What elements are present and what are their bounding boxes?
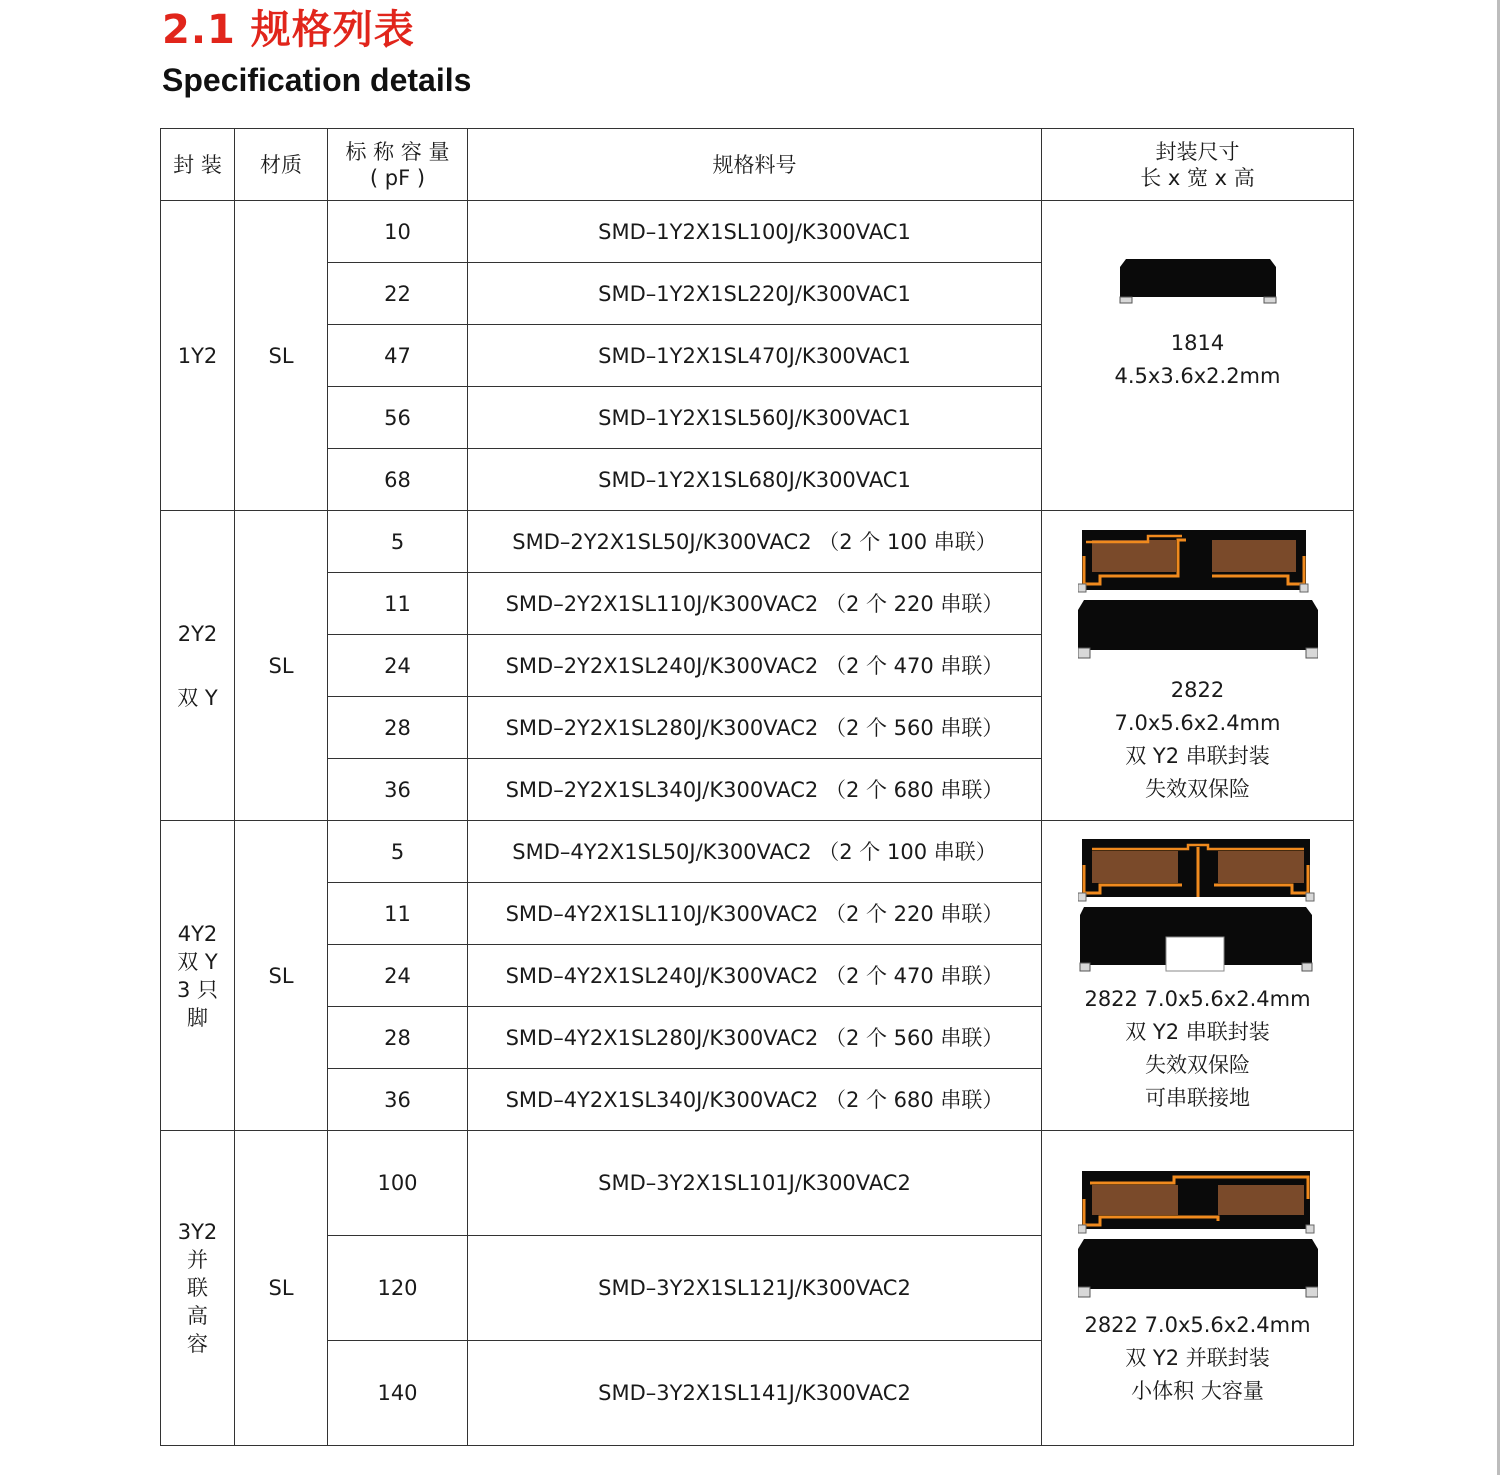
section-title: 2.1 规格列表	[162, 7, 415, 53]
part-number-cell: SMD–2Y2X1SL240J/K300VAC2 （2 个 470 串联）	[468, 635, 1042, 697]
table-row	[161, 201, 1354, 263]
part-number-cell: SMD–1Y2X1SL220J/K300VAC1	[468, 263, 1042, 325]
capacitance-cell: 5	[328, 821, 468, 883]
package-cell	[161, 511, 235, 821]
section-subtitle: Specification details	[162, 62, 472, 98]
capacitance-cell: 140	[328, 1341, 468, 1446]
col-size-line2: 长 x 宽 x 高	[1140, 165, 1255, 190]
capacitance-cell: 11	[328, 573, 468, 635]
capacitance-cell: 36	[328, 759, 468, 821]
part-number-cell: SMD–3Y2X1SL101J/K300VAC2	[468, 1131, 1042, 1236]
part-number-cell: SMD–1Y2X1SL560J/K300VAC1	[468, 387, 1042, 449]
capacitance-cell: 24	[328, 945, 468, 1007]
part-number-cell: SMD–4Y2X1SL50J/K300VAC2 （2 个 100 串联）	[468, 821, 1042, 883]
package-label: 2Y2	[177, 621, 218, 646]
capacitance-cell: 100	[328, 1131, 468, 1236]
size-line: 可串联接地	[1145, 1085, 1250, 1110]
package-cell	[161, 201, 235, 511]
capacitance-cell: 10	[328, 201, 468, 263]
capacitance-cell: 120	[328, 1236, 468, 1341]
part-number-cell: SMD–2Y2X1SL280J/K300VAC2 （2 个 560 串联）	[468, 697, 1042, 759]
chip-2822-body-image	[1078, 596, 1318, 662]
package-label: 双 Y	[177, 685, 218, 710]
package-label: 联	[187, 1276, 208, 1300]
part-number-cell: SMD–3Y2X1SL141J/K300VAC2	[468, 1341, 1042, 1446]
package-label: 脚	[187, 1005, 208, 1030]
size-line: 1814	[1170, 330, 1225, 355]
size-line: 2822	[1170, 677, 1225, 702]
chip-2822-series-cross-section	[1078, 526, 1318, 596]
package-label: 4Y2	[177, 921, 218, 946]
capacitance-cell: 24	[328, 635, 468, 697]
part-number-cell: SMD–2Y2X1SL110J/K300VAC2 （2 个 220 串联）	[468, 573, 1042, 635]
package-label: 1Y2	[177, 343, 218, 368]
package-label: 容	[187, 1332, 208, 1356]
part-number-cell: SMD–4Y2X1SL240J/K300VAC2 （2 个 470 串联）	[468, 945, 1042, 1007]
part-number-cell: SMD–4Y2X1SL280J/K300VAC2 （2 个 560 串联）	[468, 1007, 1042, 1069]
chip-1814-image	[1118, 249, 1278, 309]
chip-2822-grounded-cross-section	[1078, 837, 1318, 903]
package-cell	[161, 821, 235, 1131]
size-line: 双 Y2 串联封装	[1125, 1019, 1270, 1044]
size-line: 失效双保险	[1145, 776, 1250, 801]
capacitance-cell: 36	[328, 1069, 468, 1131]
part-number-cell: SMD–2Y2X1SL340J/K300VAC2 （2 个 680 串联）	[468, 759, 1042, 821]
package-label: 3Y2	[177, 1220, 218, 1244]
chip-2822-parallel-cross-section	[1078, 1169, 1318, 1235]
part-number-cell: SMD–4Y2X1SL340J/K300VAC2 （2 个 680 串联）	[468, 1069, 1042, 1131]
size-line: 双 Y2 串联封装	[1125, 743, 1270, 768]
package-cell	[161, 1131, 235, 1446]
size-line: 2822 7.0x5.6x2.4mm	[1084, 1312, 1311, 1337]
chip-2822-ground-pad-image	[1078, 903, 1318, 975]
size-line: 2822 7.0x5.6x2.4mm	[1084, 986, 1311, 1011]
material-cell: SL	[235, 1131, 328, 1446]
part-number-cell: SMD–3Y2X1SL121J/K300VAC2	[468, 1236, 1042, 1341]
material-cell: SL	[235, 511, 328, 821]
table-row	[161, 821, 1354, 883]
part-number-cell: SMD–1Y2X1SL680J/K300VAC1	[468, 449, 1042, 511]
col-package: 封 装	[161, 129, 235, 201]
col-capacitance-line2: ( pF )	[369, 165, 426, 190]
part-number-cell: SMD–2Y2X1SL50J/K300VAC2 （2 个 100 串联）	[468, 511, 1042, 573]
col-capacitance	[328, 129, 468, 201]
part-number-cell: SMD–1Y2X1SL470J/K300VAC1	[468, 325, 1042, 387]
package-label: 高	[187, 1304, 208, 1328]
size-line: 双 Y2 并联封装	[1125, 1345, 1270, 1370]
table-row	[161, 511, 1354, 573]
capacitance-cell: 28	[328, 1007, 468, 1069]
capacitance-cell: 22	[328, 263, 468, 325]
capacitance-cell: 11	[328, 883, 468, 945]
col-material: 材质	[235, 129, 328, 201]
size-line: 小体积 大容量	[1131, 1378, 1264, 1403]
size-cell	[1042, 511, 1354, 821]
col-size	[1042, 129, 1354, 201]
col-size-line1: 封装尺寸	[1155, 139, 1240, 164]
size-cell	[1042, 1131, 1354, 1446]
size-cell	[1042, 821, 1354, 1131]
material-cell: SL	[235, 821, 328, 1131]
capacitance-cell: 68	[328, 449, 468, 511]
material-cell: SL	[235, 201, 328, 511]
capacitance-cell: 47	[328, 325, 468, 387]
capacitance-cell: 56	[328, 387, 468, 449]
table-row	[161, 1131, 1354, 1236]
col-capacitance-line1: 标 称 容 量	[345, 139, 450, 164]
package-label: 双 Y	[177, 949, 218, 974]
package-label: 并	[187, 1248, 208, 1272]
part-number-cell: SMD–4Y2X1SL110J/K300VAC2 （2 个 220 串联）	[468, 883, 1042, 945]
spec-table	[160, 128, 1354, 1446]
chip-2822-body-image	[1078, 1235, 1318, 1301]
header-row	[161, 129, 1354, 201]
col-part-number: 规格料号	[468, 129, 1042, 201]
size-line: 7.0x5.6x2.4mm	[1114, 710, 1281, 735]
size-line: 失效双保险	[1145, 1052, 1250, 1077]
size-line: 4.5x3.6x2.2mm	[1114, 363, 1281, 388]
capacitance-cell: 28	[328, 697, 468, 759]
capacitance-cell: 5	[328, 511, 468, 573]
part-number-cell: SMD–1Y2X1SL100J/K300VAC1	[468, 201, 1042, 263]
size-cell	[1042, 201, 1354, 511]
package-label: 3 只	[176, 977, 219, 1002]
